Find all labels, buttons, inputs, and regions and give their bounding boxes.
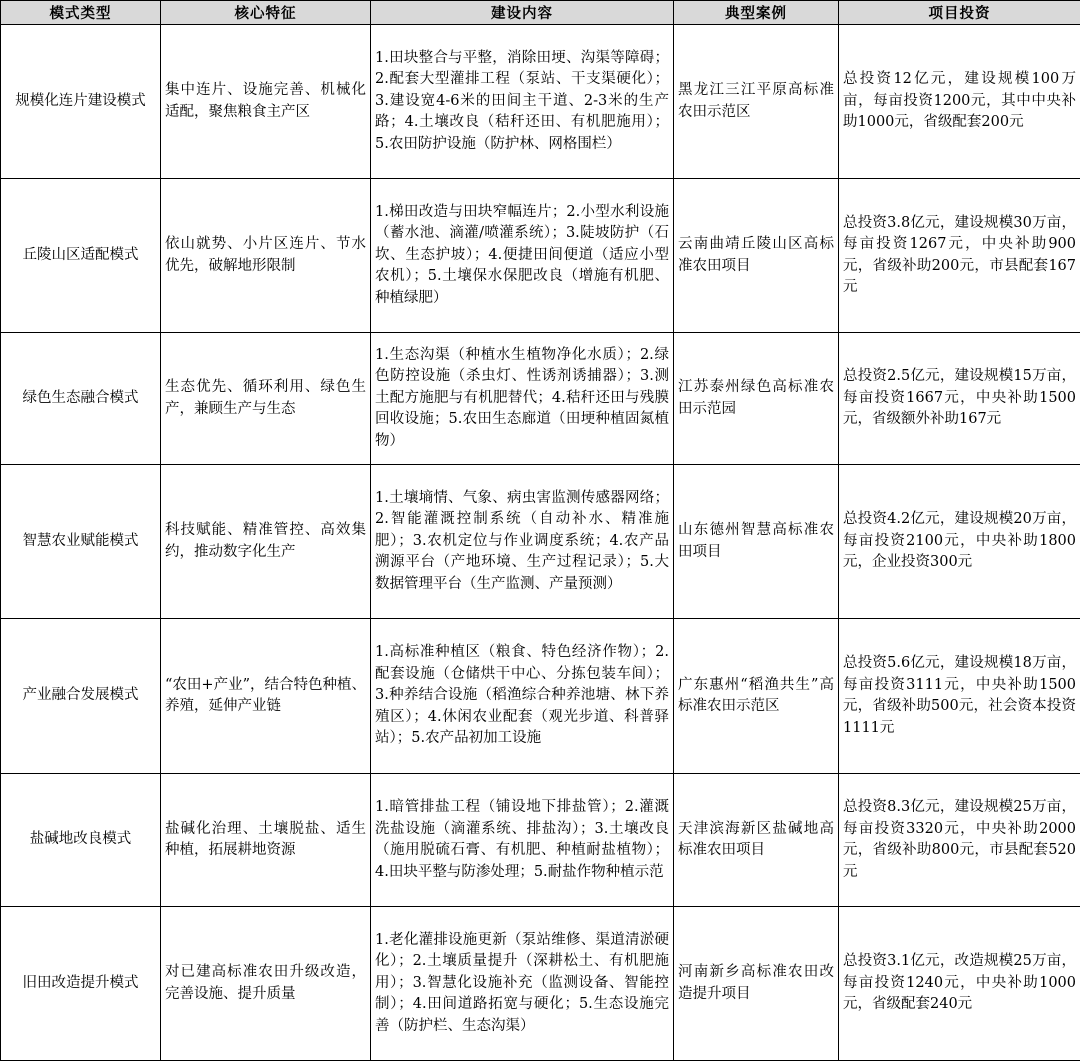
typical-case-cell: 江苏泰州绿色高标准农田示范园 xyxy=(674,333,839,465)
header-mode-type: 模式类型 xyxy=(1,1,161,25)
header-core-feature: 核心特征 xyxy=(161,1,371,25)
construction-content-cell: 1.高标准种植区（粮食、特色经济作物）；2.配套设施（仓储烘干中心、分拣包装车间）；3.种养结合设施（稻渔综合种养池塘、林下养殖区）；4.休闲农业配套（观光步道、科普驿站）；5.农产品初加工设施 xyxy=(371,619,674,774)
investment-cell: 总投资5.6亿元，建设规模18万亩，每亩投资3111元，中央补助1500元，省级补助500元，社会资本投资1111元 xyxy=(839,619,1080,774)
typical-case-cell: 云南曲靖丘陵山区高标准农田项目 xyxy=(674,179,839,333)
table-row xyxy=(1,179,1080,333)
mode-type-cell: 旧田改造提升模式 xyxy=(1,907,161,1061)
mode-type-cell: 绿色生态融合模式 xyxy=(1,333,161,465)
mode-type-cell: 产业融合发展模式 xyxy=(1,619,161,774)
mode-type-cell: 盐碱地改良模式 xyxy=(1,774,161,907)
core-feature-cell: 对已建高标准农田升级改造，完善设施、提升质量 xyxy=(161,907,371,1061)
investment-cell: 总投资4.2亿元，建设规模20万亩，每亩投资2100元，中央补助1800元，企业投资300元 xyxy=(839,465,1080,619)
core-feature-cell: 集中连片、设施完善、机械化适配，聚焦粮食主产区 xyxy=(161,25,371,179)
header-construction-content: 建设内容 xyxy=(371,1,674,25)
header-typical-case: 典型案例 xyxy=(674,1,839,25)
core-feature-cell: 依山就势、小片区连片、节水优先，破解地形限制 xyxy=(161,179,371,333)
table-row xyxy=(1,619,1080,774)
table-row xyxy=(1,465,1080,619)
header-investment: 项目投资 xyxy=(839,1,1080,25)
core-feature-cell: “农田+产业”，结合特色种植、养殖，延伸产业链 xyxy=(161,619,371,774)
mode-type-cell: 丘陵山区适配模式 xyxy=(1,179,161,333)
construction-content-cell: 1.田块整合与平整，消除田埂、沟渠等障碍；2.配套大型灌排工程（泵站、干支渠硬化）；3.建设宽4-6米的田间主干道、2-3米的生产路；4.土壤改良（秸秆还田、有机肥施用）；5.农田防护设施（防护林、网格围栏） xyxy=(371,25,674,179)
core-feature-cell: 盐碱化治理、土壤脱盐、适生种植，拓展耕地资源 xyxy=(161,774,371,907)
typical-case-cell: 山东德州智慧高标准农田项目 xyxy=(674,465,839,619)
table-row xyxy=(1,907,1080,1061)
construction-content-cell: 1.土壤墒情、气象、病虫害监测传感器网络；2.智能灌溉控制系统（自动补水、精准施肥）；3.农机定位与作业调度系统；4.农产品溯源平台（产地环境、生产过程记录）；5.大数据管理平台（生产监测、产量预测） xyxy=(371,465,674,619)
mode-type-cell: 智慧农业赋能模式 xyxy=(1,465,161,619)
typical-case-cell: 广东惠州“稻渔共生”高标准农田示范区 xyxy=(674,619,839,774)
construction-content-cell: 1.暗管排盐工程（铺设地下排盐管）；2.灌溉洗盐设施（滴灌系统、排盐沟）；3.土壤改良（施用脱硫石膏、有机肥、种植耐盐植物）；4.田块平整与防渗处理；5.耐盐作物种植示范 xyxy=(371,774,674,907)
typical-case-cell: 河南新乡高标准农田改造提升项目 xyxy=(674,907,839,1061)
typical-case-cell: 黑龙江三江平原高标准农田示范区 xyxy=(674,25,839,179)
table-header-row xyxy=(1,1,1080,25)
investment-cell: 总投资8.3亿元，建设规模25万亩，每亩投资3320元，中央补助2000元，省级补助800元，市县配套520元 xyxy=(839,774,1080,907)
typical-case-cell: 天津滨海新区盐碱地高标准农田项目 xyxy=(674,774,839,907)
table-row xyxy=(1,25,1080,179)
table-row xyxy=(1,333,1080,465)
investment-cell: 总投资3.1亿元，改造规模25万亩，每亩投资1240元，中央补助1000元，省级配套240元 xyxy=(839,907,1080,1061)
construction-content-cell: 1.梯田改造与田块窄幅连片；2.小型水利设施（蓄水池、滴灌/喷灌系统）；3.陡坡防护（石坎、生态护坡）；4.便捷田间便道（适应小型农机）；5.土壤保水保肥改良（增施有机肥、种植绿肥） xyxy=(371,179,674,333)
core-feature-cell: 科技赋能、精准管控、高效集约，推动数字化生产 xyxy=(161,465,371,619)
construction-content-cell: 1.生态沟渠（种植水生植物净化水质）；2.绿色防控设施（杀虫灯、性诱剂诱捕器）；3.测土配方施肥与有机肥替代；4.秸秆还田与残膜回收设施；5.农田生态廊道（田埂种植固氮植物） xyxy=(371,333,674,465)
construction-content-cell: 1.老化灌排设施更新（泵站维修、渠道清淤硬化）；2.土壤质量提升（深耕松土、有机肥施用）；3.智慧化设施补充（监测设备、智能控制）；4.田间道路拓宽与硬化；5.生态设施完善（防护栏、生态沟渠） xyxy=(371,907,674,1061)
table-row xyxy=(1,774,1080,907)
investment-cell: 总投资12亿元，建设规模100万亩，每亩投资1200元，其中中央补助1000元，省级配套200元 xyxy=(839,25,1080,179)
core-feature-cell: 生态优先、循环利用、绿色生产，兼顾生产与生态 xyxy=(161,333,371,465)
mode-type-cell: 规模化连片建设模式 xyxy=(1,25,161,179)
investment-cell: 总投资2.5亿元，建设规模15万亩，每亩投资1667元，中央补助1500元，省级额外补助167元 xyxy=(839,333,1080,465)
investment-cell: 总投资3.8亿元，建设规模30万亩，每亩投资1267元，中央补助900元，省级补助200元，市县配套167元 xyxy=(839,179,1080,333)
